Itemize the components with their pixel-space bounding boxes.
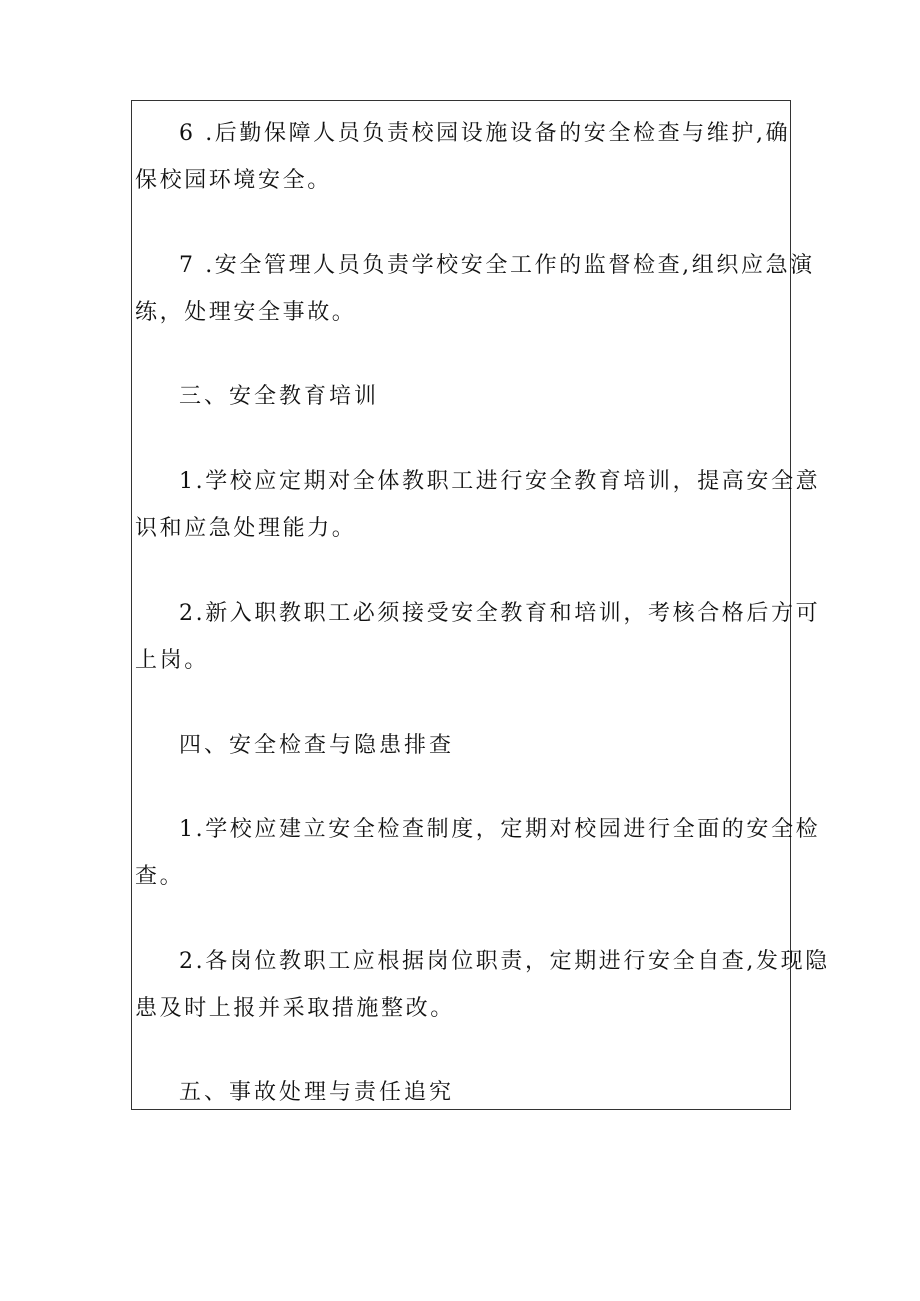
section-heading-inspection: 四、安全检查与隐患排查: [179, 733, 455, 758]
training-item-1-line-2: 识和应急处理能力。: [135, 516, 357, 541]
training-item-2-line-2: 上岗。: [135, 648, 209, 673]
paragraph-7-line-2: 练，处理安全事故。: [135, 300, 357, 325]
section-heading-training: 三、安全教育培训: [179, 384, 380, 409]
section-heading-accident: 五、事故处理与责任追究: [179, 1080, 455, 1105]
training-item-2-line-1: 2.新入职教职工必须接受安全教育和培训，考核合格后方可: [179, 601, 821, 626]
paragraph-7-line-1: 7 .安全管理人员负责学校安全工作的监督检查,组织应急演: [179, 253, 815, 278]
paragraph-6-line-1: 6 .后勤保障人员负责校园设施设备的安全检查与维护,确: [179, 121, 791, 146]
inspection-item-1-line-1: 1.学校应建立安全检查制度，定期对校园进行全面的安全检: [179, 817, 821, 842]
paragraph-6-line-2: 保校园环境安全。: [135, 168, 332, 193]
training-item-1-line-1: 1.学校应定期对全体教职工进行安全教育培训，提高安全意: [179, 469, 821, 494]
inspection-item-2-line-2: 患及时上报并采取措施整改。: [135, 996, 455, 1021]
inspection-item-1-line-2: 查。: [135, 864, 185, 889]
inspection-item-2-line-1: 2.各岗位教职工应根据岗位职责，定期进行安全自查,发现隐: [179, 949, 830, 974]
document-frame: [131, 100, 830, 1110]
